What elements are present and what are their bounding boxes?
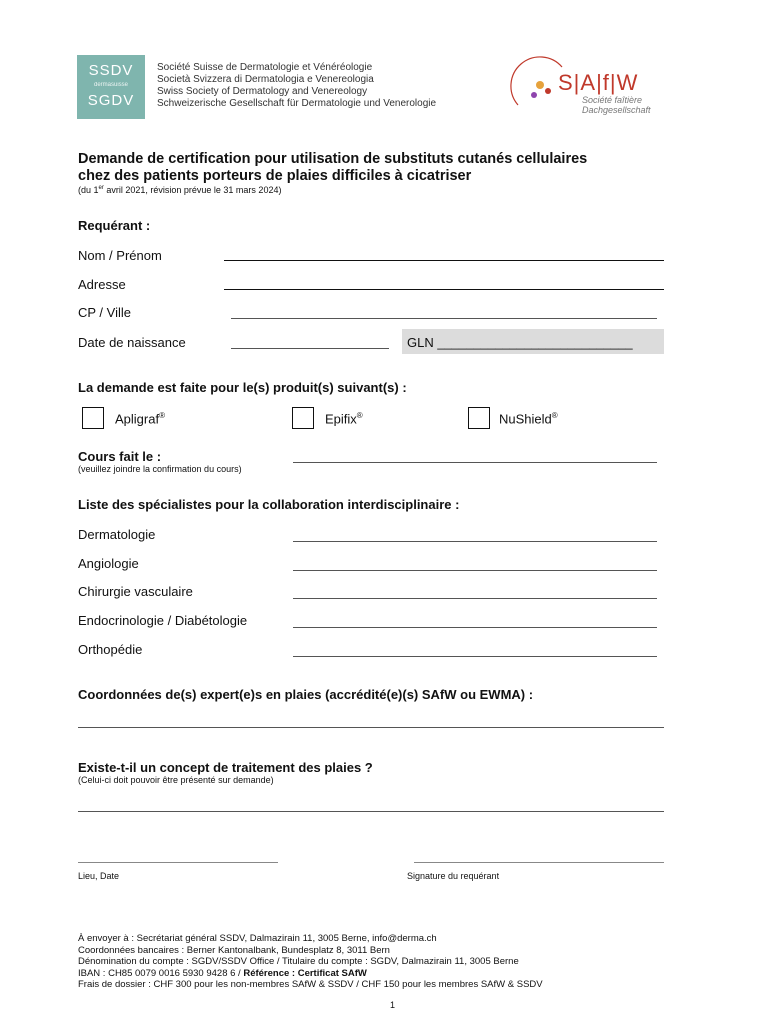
society-names <box>157 62 436 110</box>
epifix-label <box>325 411 363 426</box>
footer-line-iban <box>78 968 543 980</box>
specialist-field-orthopedie[interactable] <box>293 656 657 657</box>
society-name-de: Schweizerische Gesellschaft für Dermatologie und Venerologie <box>157 98 437 109</box>
footer-line-account: Dénomination du compte : SGDV/SSDV Office / Titulaire du compte : SGDV, Dalmazirain 11, 3005 Berne <box>78 956 519 967</box>
address-label: Adresse <box>78 277 126 292</box>
concept-field[interactable] <box>78 811 664 812</box>
apligraf-text: Apligraf <box>115 411 160 427</box>
subtitle-sup: er <box>98 185 104 191</box>
safw-subtitle-1: Société faîtière <box>582 95 643 105</box>
course-heading: Cours fait le : <box>78 449 162 464</box>
specialist-label-dermatologie: Dermatologie <box>78 527 156 542</box>
apligraf-sup: ® <box>159 411 165 420</box>
specialist-field-dermatologie[interactable] <box>293 541 657 542</box>
footer-iban: IBAN : CH85 0079 0016 5930 9428 6 / <box>78 967 244 979</box>
footer-reference: Référence : Certificat SAfW <box>243 967 367 979</box>
document-title <box>78 151 678 185</box>
ssdv-logo <box>77 55 145 119</box>
birth-date-label: Date de naissance <box>78 335 186 350</box>
place-date-label: Lieu, Date <box>78 871 120 881</box>
society-name-it: Società Svizzera di Dermatologia e Venereologia <box>157 74 374 85</box>
specialist-field-chirurgie[interactable] <box>293 598 657 599</box>
concept-heading: Existe-t-il un concept de traitement des plaies ? <box>78 760 373 775</box>
signature-label: Signature du requérant <box>407 871 500 881</box>
name-label: Nom / Prénom <box>78 248 162 263</box>
nushield-sup: ® <box>551 411 558 420</box>
experts-heading: Coordonnées de(s) expert(e)s en plaies (accrédité(e)(s) SAfW ou EWMA) : <box>78 687 534 702</box>
specialist-label-chirurgie: Chirurgie vasculaire <box>78 584 193 599</box>
ssdv-logo-middle: dermasuisse <box>93 82 128 88</box>
title-line-1: Demande de certification pour utilisation de substituts cutanés cellulaires <box>78 151 588 167</box>
course-note: (veuillez joindre la confirmation du cours) <box>78 464 242 474</box>
subtitle-pre: (du 1 <box>78 185 99 195</box>
specialist-label-endocrinologie: Endocrinologie / Diabétologie <box>78 613 248 628</box>
footer-line-bank: Coordonnées bancaires : Berner Kantonalbank, Bundesplatz 8, 3011 Bern <box>78 944 390 956</box>
footer-line-address: À envoyer à : Secrétariat général SSDV, Dalmazirain 11, 3005 Berne, info@derma.ch <box>78 933 437 944</box>
requerant-heading: Requérant : <box>78 218 151 233</box>
page-number: 1 <box>390 1000 396 1010</box>
footer <box>78 933 543 991</box>
birth-date-field[interactable] <box>231 348 389 349</box>
products-heading: La demande est faite pour le(s) produit(s) suivant(s) : <box>78 380 407 395</box>
signature-field[interactable] <box>414 862 664 863</box>
safw-logo <box>510 55 660 125</box>
safw-subtitle-2: Dachgesellschaft <box>582 105 651 115</box>
apligraf-checkbox[interactable] <box>82 407 104 429</box>
epifix-text: Epifix <box>325 411 357 427</box>
epifix-sup: ® <box>356 411 363 420</box>
specialist-field-endocrinologie[interactable] <box>293 627 657 628</box>
nushield-label <box>499 411 558 426</box>
document-subtitle <box>78 185 281 195</box>
city-label: CP / Ville <box>78 305 131 320</box>
specialists-heading: Liste des spécialistes pour la collaboration interdisciplinaire : <box>78 497 460 512</box>
ssdv-logo-bottom: SGDV <box>87 92 135 109</box>
experts-field[interactable] <box>78 727 664 728</box>
subtitle-post: avril 2021, révision prévue le 31 mars 2024) <box>103 185 282 195</box>
epifix-checkbox[interactable] <box>292 407 314 429</box>
nushield-checkbox[interactable] <box>468 407 490 429</box>
nushield-text: NuShield <box>499 411 552 427</box>
specialist-label-orthopedie: Orthopédie <box>78 642 143 657</box>
title-line-2: chez des patients porteurs de plaies difficiles à cicatriser <box>78 168 472 184</box>
specialist-label-angiologie: Angiologie <box>78 556 139 571</box>
city-field[interactable] <box>231 318 657 319</box>
name-field[interactable] <box>224 260 664 261</box>
specialist-field-angiologie[interactable] <box>293 570 657 571</box>
safw-title: S|A|f|W <box>558 70 639 95</box>
address-field[interactable] <box>224 289 664 290</box>
concept-note: (Celui-ci doit pouvoir être présenté sur demande) <box>78 775 274 785</box>
apligraf-label <box>115 411 165 426</box>
footer-line-fees: Frais de dossier : CHF 300 pour les non-membres SAfW & SSDV / CHF 150 pour les membres SAfW & SSDV <box>78 979 543 990</box>
society-name-fr: Société Suisse de Dermatologie et Vénéréologie <box>157 62 373 73</box>
course-date-field[interactable] <box>293 462 657 463</box>
place-date-field[interactable] <box>78 862 278 863</box>
gln-label: GLN ___________________________ <box>407 335 633 350</box>
society-name-en: Swiss Society of Dermatology and Venereology <box>157 86 368 97</box>
ssdv-logo-top: SSDV <box>88 62 134 79</box>
